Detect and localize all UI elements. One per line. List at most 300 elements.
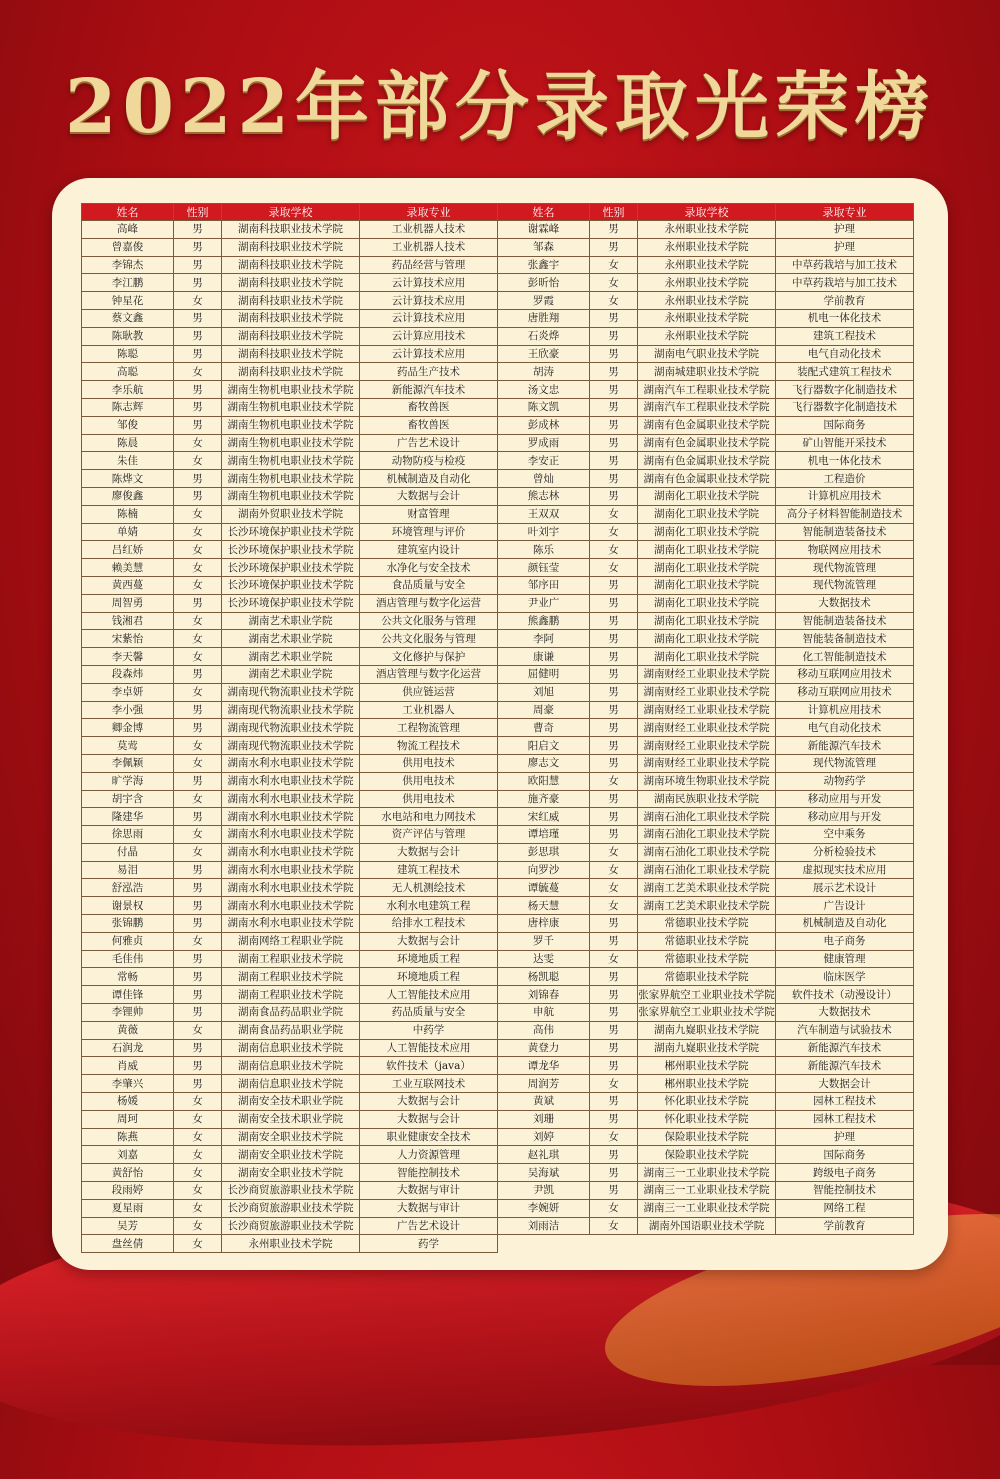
table-cell: 大数据与会计 [360,932,498,950]
table-cell: 移动应用与开发 [776,790,914,808]
table-cell: 永州职业技术学院 [638,274,776,292]
table-cell: 湖南水利水电职业技术学院 [222,790,360,808]
table-cell: 动物防疫与检疫 [360,452,498,470]
table-cell: 邹森 [498,238,590,256]
table-cell: 健康管理 [776,950,914,968]
table-cell: 供用电技术 [360,754,498,772]
table-cell: 供用电技术 [360,772,498,790]
table-cell: 湖南三一工业职业技术学院 [638,1164,776,1182]
table-cell: 叶刘宇 [498,523,590,541]
table-cell: 中药学 [360,1021,498,1039]
table-cell: 软件技术（动漫设计） [776,986,914,1004]
table-cell: 曹奇 [498,719,590,737]
table-cell: 男 [174,915,222,933]
table-cell: 女 [174,1217,222,1235]
table-cell: 护理 [776,221,914,239]
table-cell: 现代物流管理 [776,559,914,577]
table-cell: 女 [590,559,638,577]
table-cell: 湖南化工职业技术学院 [638,559,776,577]
table-cell: 男 [590,612,638,630]
table-cell: 长沙环境保护职业技术学院 [222,576,360,594]
table-cell [638,1235,776,1253]
table-cell: 湖南科技职业技术学院 [222,363,360,381]
table-row [82,381,914,399]
table-cell: 单婧 [82,523,174,541]
table-cell: 大数据与会计 [360,1093,498,1111]
table-cell: 文化修护与保护 [360,648,498,666]
table-cell: 国际商务 [776,1146,914,1164]
table-cell: 湖南工程职业技术学院 [222,968,360,986]
table-cell: 广告设计 [776,897,914,915]
table-cell: 湖南科技职业技术学院 [222,274,360,292]
table-cell: 湖南石油化工职业技术学院 [638,808,776,826]
table-cell: 男 [174,274,222,292]
table-cell: 物流工程技术 [360,737,498,755]
table-cell: 湖南化工职业技术学院 [638,523,776,541]
table-cell: 湖南安全职业技术学院 [222,1128,360,1146]
table-cell: 郴州职业技术学院 [638,1075,776,1093]
table-cell: 湖南生物机电职业技术学院 [222,487,360,505]
table-cell: 大数据与会计 [360,1110,498,1128]
column-header: 录取学校 [222,204,360,221]
table-row [82,434,914,452]
table-cell: 湖南财经工业职业技术学院 [638,719,776,737]
table-cell: 保险职业技术学院 [638,1146,776,1164]
table-row [82,470,914,488]
table-cell: 湖南汽车工程职业技术学院 [638,398,776,416]
table-cell: 女 [174,363,222,381]
admission-table [81,203,914,1253]
table-cell: 吕红娇 [82,541,174,559]
table-cell: 男 [174,345,222,363]
table-cell: 湖南财经工业职业技术学院 [638,737,776,755]
table-cell: 药品经营与管理 [360,256,498,274]
table-cell: 中草药栽培与加工技术 [776,256,914,274]
table-cell: 男 [174,381,222,399]
table-cell: 云计算技术应用 [360,274,498,292]
table-row [82,1039,914,1057]
table-row [82,843,914,861]
table-cell: 女 [590,256,638,274]
table-cell: 段雨婷 [82,1182,174,1200]
table-cell: 女 [590,541,638,559]
table-cell: 男 [174,327,222,345]
table-cell: 李安正 [498,452,590,470]
table-row [82,701,914,719]
table-cell: 欧阳慧 [498,772,590,790]
table-cell: 怀化职业技术学院 [638,1110,776,1128]
table-cell: 空中乘务 [776,826,914,844]
table-cell: 电气自动化技术 [776,719,914,737]
table-cell: 湖南艺术职业学院 [222,612,360,630]
table-cell: 湖南现代物流职业技术学院 [222,701,360,719]
table-cell: 怀化职业技术学院 [638,1093,776,1111]
table-cell: 男 [174,772,222,790]
table-row [82,363,914,381]
table-cell: 张家界航空工业职业技术学院 [638,1004,776,1022]
table-cell: 男 [590,398,638,416]
table-cell: 刘雨洁 [498,1217,590,1235]
table-row [82,221,914,239]
table-cell: 男 [174,398,222,416]
table-cell: 女 [174,559,222,577]
table-cell: 湖南民族职业技术学院 [638,790,776,808]
table-cell: 黄西蔓 [82,576,174,594]
table-cell: 长沙环境保护职业技术学院 [222,559,360,577]
table-cell: 湖南水利水电职业技术学院 [222,861,360,879]
table-cell: 黄斌 [498,1093,590,1111]
table-row [82,345,914,363]
table-cell: 李乐航 [82,381,174,399]
table-cell: 女 [174,541,222,559]
table-cell: 虚拟现实技术应用 [776,861,914,879]
table-cell: 大数据技术 [776,594,914,612]
column-header: 姓名 [82,204,174,221]
table-cell: 水电站和电力网技术 [360,808,498,826]
table-row [82,594,914,612]
table-cell: 女 [174,754,222,772]
table-cell: 保险职业技术学院 [638,1128,776,1146]
table-cell: 女 [590,897,638,915]
table-cell: 女 [590,1075,638,1093]
table-cell: 云计算应用技术 [360,327,498,345]
table-cell: 罗千 [498,932,590,950]
table-row [82,1128,914,1146]
table-cell: 智能制造装备技术 [776,523,914,541]
table-cell: 男 [590,915,638,933]
table-row [82,1164,914,1182]
table-cell: 湖南财经工业职业技术学院 [638,701,776,719]
table-cell: 男 [174,256,222,274]
table-cell: 女 [590,274,638,292]
table-cell: 湖南工程职业技术学院 [222,950,360,968]
table-cell: 湖南生物机电职业技术学院 [222,434,360,452]
table-cell: 刘婷 [498,1128,590,1146]
table-cell: 旷学海 [82,772,174,790]
table-cell: 男 [174,701,222,719]
table-cell: 熊志林 [498,487,590,505]
table-cell: 新能源汽车技术 [776,1039,914,1057]
table-cell: 跨级电子商务 [776,1164,914,1182]
table-cell: 女 [174,1093,222,1111]
table-cell: 隆建华 [82,808,174,826]
table-cell: 男 [590,576,638,594]
table-cell: 人力资源管理 [360,1146,498,1164]
table-cell: 谭龙华 [498,1057,590,1075]
column-header: 录取专业 [776,204,914,221]
table-cell: 临床医学 [776,968,914,986]
column-header: 性别 [590,204,638,221]
table-cell: 物联网应用技术 [776,541,914,559]
table-cell: 湖南有色金属职业技术学院 [638,434,776,452]
table-cell: 曾嘉俊 [82,238,174,256]
table-cell: 护理 [776,1128,914,1146]
table-cell: 云计算技术应用 [360,292,498,310]
table-cell: 公共文化服务与管理 [360,612,498,630]
table-cell: 男 [590,1057,638,1075]
table-cell: 唐梓康 [498,915,590,933]
table-cell: 周润芳 [498,1075,590,1093]
table-cell: 机械制造及自动化 [776,915,914,933]
table-cell: 男 [174,665,222,683]
table-cell: 杨凯聪 [498,968,590,986]
table-cell: 莫莺 [82,737,174,755]
table-cell: 男 [590,683,638,701]
table-cell: 新能源汽车技术 [776,1057,914,1075]
table-row [82,612,914,630]
table-row [82,897,914,915]
table-cell: 畜牧兽医 [360,398,498,416]
table-cell: 工程物流管理 [360,719,498,737]
table-cell: 湖南科技职业技术学院 [222,309,360,327]
column-header: 录取学校 [638,204,776,221]
table-cell: 湖南信息职业技术学院 [222,1039,360,1057]
table-cell: 谢霖峰 [498,221,590,239]
table-cell: 软件技术（java） [360,1057,498,1075]
table-cell: 廖俊鑫 [82,487,174,505]
table-cell: 湖南科技职业技术学院 [222,327,360,345]
table-cell: 水净化与安全技术 [360,559,498,577]
table-cell: 女 [174,826,222,844]
table-row [82,986,914,1004]
table-cell: 女 [590,843,638,861]
table-cell: 谭培瑾 [498,826,590,844]
table-cell: 智能控制技术 [776,1182,914,1200]
table-row [82,1199,914,1217]
table-cell: 湖南环境生物职业技术学院 [638,772,776,790]
table-cell: 钟星花 [82,292,174,310]
table-cell: 建筑室内设计 [360,541,498,559]
table-cell: 中草药栽培与加工技术 [776,274,914,292]
table-row [82,1004,914,1022]
table-cell: 尹业广 [498,594,590,612]
table-row [82,737,914,755]
table-cell: 湖南汽车工程职业技术学院 [638,381,776,399]
table-cell: 男 [590,826,638,844]
table-cell: 湖南有色金属职业技术学院 [638,470,776,488]
table-cell: 湖南生物机电职业技术学院 [222,416,360,434]
table-cell: 机电一体化技术 [776,452,914,470]
table-cell: 湖南科技职业技术学院 [222,256,360,274]
table-cell: 常德职业技术学院 [638,915,776,933]
table-cell: 男 [590,238,638,256]
table-cell: 女 [174,1199,222,1217]
table-cell: 付晶 [82,843,174,861]
table-cell: 现代物流管理 [776,576,914,594]
table-row [82,309,914,327]
table-cell: 永州职业技术学院 [638,256,776,274]
table-cell: 电气自动化技术 [776,345,914,363]
table-cell: 现代物流管理 [776,754,914,772]
table-row [82,879,914,897]
table-cell: 男 [174,1039,222,1057]
table-cell: 男 [590,594,638,612]
table-cell: 肖威 [82,1057,174,1075]
table-cell: 计算机应用技术 [776,701,914,719]
table-cell: 阳启文 [498,737,590,755]
table-row [82,576,914,594]
table-row [82,416,914,434]
table-cell: 女 [174,1164,222,1182]
table-cell: 高聪 [82,363,174,381]
table-cell: 高伟 [498,1021,590,1039]
table-row [82,274,914,292]
table-cell: 女 [174,1182,222,1200]
table-cell: 食品质量与安全 [360,576,498,594]
table-cell: 男 [590,630,638,648]
table-cell: 刘珊 [498,1110,590,1128]
table-cell: 男 [174,487,222,505]
table-cell: 湖南石油化工职业技术学院 [638,826,776,844]
table-cell: 男 [174,470,222,488]
table-cell: 女 [174,1110,222,1128]
table-cell: 湖南安全技术职业学院 [222,1093,360,1111]
table-cell: 湖南安全职业技术学院 [222,1164,360,1182]
table-cell: 陈晨 [82,434,174,452]
table-cell: 职业健康安全技术 [360,1128,498,1146]
table-cell: 唐胜翔 [498,309,590,327]
table-cell: 徐思雨 [82,826,174,844]
table-cell: 易泪 [82,861,174,879]
table-cell: 谢景权 [82,897,174,915]
table-cell: 刘嘉 [82,1146,174,1164]
table-cell: 矿山智能开采技术 [776,434,914,452]
table-row [82,950,914,968]
table-cell: 男 [590,986,638,1004]
table-cell: 女 [590,879,638,897]
table-body [82,221,914,1253]
table-row [82,754,914,772]
table-cell: 女 [174,790,222,808]
table-cell: 男 [174,1057,222,1075]
table-cell: 药学 [360,1235,498,1253]
table-cell: 男 [590,719,638,737]
table-cell: 男 [590,1164,638,1182]
table-cell: 女 [590,523,638,541]
table-cell: 高分子材料智能制造技术 [776,505,914,523]
table-cell: 邹俊 [82,416,174,434]
table-cell: 女 [174,292,222,310]
table-cell: 园林工程技术 [776,1110,914,1128]
table-cell: 男 [590,737,638,755]
table-cell: 供用电技术 [360,790,498,808]
table-cell: 杨媛 [82,1093,174,1111]
column-header: 录取专业 [360,204,498,221]
table-cell: 石润龙 [82,1039,174,1057]
table-cell: 湖南生物机电职业技术学院 [222,381,360,399]
table-cell: 罗成雨 [498,434,590,452]
table-cell: 环境地质工程 [360,968,498,986]
table-cell: 工程造价 [776,470,914,488]
table-cell: 湖南现代物流职业技术学院 [222,737,360,755]
table-cell: 钱湘君 [82,612,174,630]
table-cell: 陈志辉 [82,398,174,416]
table-cell: 酒店管理与数字化运营 [360,594,498,612]
table-cell: 湖南食品药品职业学院 [222,1021,360,1039]
table-row [82,1182,914,1200]
table-cell: 颜钰莹 [498,559,590,577]
table-row [82,808,914,826]
table-header-row [82,204,914,221]
table-cell: 大数据与会计 [360,487,498,505]
table-cell: 男 [174,594,222,612]
table-row [82,1075,914,1093]
table-row [82,452,914,470]
table-cell: 永州职业技术学院 [638,238,776,256]
table-cell: 展示艺术设计 [776,879,914,897]
table-cell: 何雅贞 [82,932,174,950]
table-cell: 永州职业技术学院 [638,309,776,327]
table-cell: 赵礼琪 [498,1146,590,1164]
table-cell: 李阿 [498,630,590,648]
table-cell: 飞行器数字化制造技术 [776,398,914,416]
table-cell: 女 [174,452,222,470]
table-row [82,790,914,808]
table-cell: 湖南工程职业技术学院 [222,986,360,1004]
table-cell: 分析检验技术 [776,843,914,861]
table-cell: 酒店管理与数字化运营 [360,665,498,683]
table-cell: 女 [174,737,222,755]
table-cell: 朱佳 [82,452,174,470]
table-cell: 机电一体化技术 [776,309,914,327]
table-cell: 谭佳锋 [82,986,174,1004]
table-cell: 湖南现代物流职业技术学院 [222,683,360,701]
table-cell: 男 [590,345,638,363]
table-cell: 女 [590,505,638,523]
table-cell: 罗霞 [498,292,590,310]
table-cell: 男 [590,968,638,986]
table-cell: 盘丝倩 [82,1235,174,1253]
table-cell: 蔡文鑫 [82,309,174,327]
table-cell: 男 [590,309,638,327]
table-row [82,541,914,559]
table-cell: 机械制造及自动化 [360,470,498,488]
table-cell: 广告艺术设计 [360,434,498,452]
table-cell [590,1235,638,1253]
table-cell: 石炎烨 [498,327,590,345]
table-cell: 男 [590,701,638,719]
table-cell: 园林工程技术 [776,1093,914,1111]
table-cell: 湖南化工职业技术学院 [638,594,776,612]
table-cell: 吴芳 [82,1217,174,1235]
table-cell: 网络工程 [776,1199,914,1217]
table-cell: 工业机器人技术 [360,221,498,239]
table-cell: 智能装备制造技术 [776,630,914,648]
table-cell: 康谦 [498,648,590,666]
table-cell: 湖南化工职业技术学院 [638,630,776,648]
table-cell: 湖南九嶷职业技术学院 [638,1021,776,1039]
table-cell: 李小强 [82,701,174,719]
table-cell: 彭昕怡 [498,274,590,292]
table-cell: 化工智能制造技术 [776,648,914,666]
table-cell: 女 [174,630,222,648]
table-cell: 男 [174,221,222,239]
table-cell: 陈聪 [82,345,174,363]
table-row [82,719,914,737]
table-cell: 湖南安全技术职业学院 [222,1110,360,1128]
table-cell: 湖南水利水电职业技术学院 [222,879,360,897]
table-cell: 男 [174,309,222,327]
table-cell: 陈文凯 [498,398,590,416]
table-cell: 长沙商贸旅游职业技术学院 [222,1217,360,1235]
table-row [82,683,914,701]
table-cell: 屈健明 [498,665,590,683]
table-row [82,327,914,345]
table-cell: 刘锦春 [498,986,590,1004]
table-cell: 熊鑫鹏 [498,612,590,630]
table-cell: 湖南有色金属职业技术学院 [638,452,776,470]
table-cell: 湖南工艺美术职业技术学院 [638,879,776,897]
